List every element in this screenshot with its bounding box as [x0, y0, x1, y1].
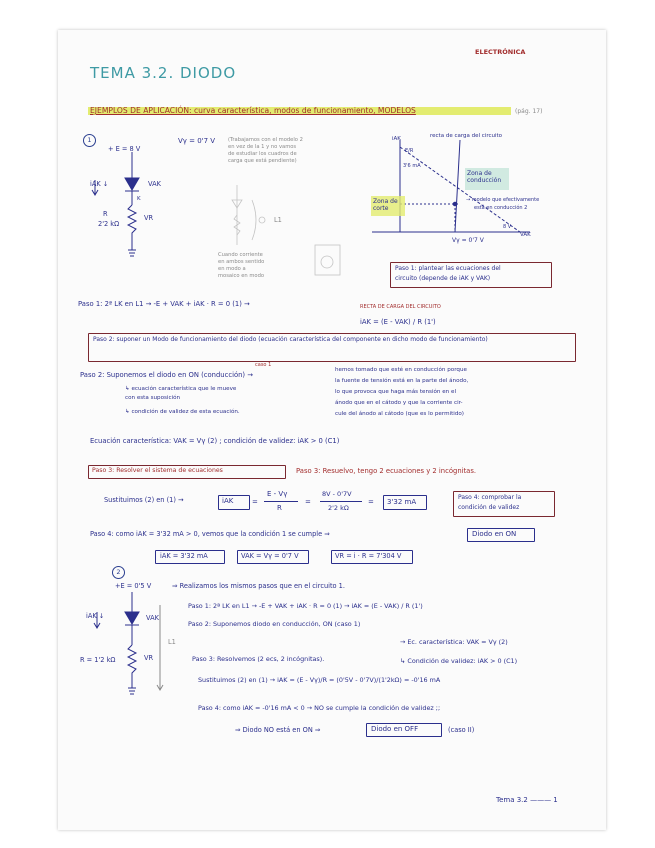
formula-values-den: 2'2 kΩ: [328, 504, 349, 512]
substitution-label: Sustituimos (2) en (1) →: [104, 496, 184, 504]
section-heading: EJEMPLOS DE APLICACIÓN: curva característica, modos de funcionamiento, MODELOS: [90, 106, 416, 115]
current-label-2: iAK ↓: [86, 612, 105, 620]
step4-box-line2: condición de validez: [458, 504, 520, 511]
step1-box-line1: Paso 1: plantear las ecuaciones del: [395, 265, 501, 272]
ex2-validity: ↳ Condición de validez: iAK > 0 (C1): [400, 657, 518, 665]
load-line-label: recta de carga del circuito: [430, 133, 503, 139]
source-voltage-1: + E = 8 V: [108, 145, 141, 153]
formula-eq-1: =: [252, 498, 258, 506]
formula-result: 3'32 mA: [387, 498, 417, 506]
formula-iak: iAK: [222, 497, 234, 505]
step2-line: Paso 2: Suponemos el diodo en ON (conducción) →: [80, 371, 253, 379]
ex2-step2: Paso 2: Suponemos diodo en conducción, ON (caso 1): [188, 620, 361, 628]
ex2-not-on: ⇒ Diodo NO está en ON ⇒: [235, 726, 321, 734]
diode-on-result: Diodo en ON: [472, 530, 517, 538]
example-number-2: 2: [112, 566, 125, 579]
step2-sub-1: ↳ ecuación característica que le mueve: [125, 386, 237, 392]
step2-sub-3: ↳ condición de validez de esta ecuación.: [125, 409, 240, 415]
example2-intro: ⇒ Realizamos los mismos pasos que en el circuito 1.: [172, 582, 345, 590]
loop-label-2: L1: [168, 638, 176, 646]
graph-note-2: está en conducción 2: [474, 205, 528, 211]
step2-reason-4: ánodo que en el cátodo y que la corriente cir-: [335, 400, 463, 406]
page-footer: Tema 3.2 ——— 1: [496, 796, 558, 804]
grey-note-3: de estudiar los cuadros de: [228, 151, 297, 157]
graph-point-voltage: 8 V: [503, 224, 512, 230]
ex2-substitution: Sustituimos (2) en (1) → iAK = (E - Vγ)/R = (0'5V - 0'7V)/(1'2kΩ) = -0'16 mA: [198, 676, 441, 684]
graph-threshold: Vγ = 0'7 V: [452, 237, 484, 244]
formula-eq-3: =: [368, 498, 374, 506]
step3-line: Paso 3: Resuelvo, tengo 2 ecuaciones y 2 incógnitas.: [296, 467, 477, 475]
resistor-value-1: 2'2 kΩ: [98, 220, 120, 228]
grey-caption-2: en ambos sentido: [218, 259, 265, 265]
graph-point-current: 3'6 mA: [403, 163, 421, 169]
diode-off-result: Diodo en OFF: [371, 725, 419, 733]
result-current: iAK = 3'32 mA: [160, 552, 208, 560]
formula-denominator: R: [277, 504, 282, 512]
characteristic-equation: Ecuación característica: VAK = Vγ (2) ; condición de validez: iAK > 0 (C1): [90, 437, 340, 445]
vr-label-1: VR: [144, 214, 154, 222]
formula-eq-2: =: [305, 498, 311, 506]
example-number-1: 1: [83, 134, 96, 147]
grey-caption-1: Cuando corriente: [218, 252, 263, 258]
threshold-voltage: Vγ = 0'7 V: [178, 137, 216, 145]
page-reference: (pág. 17): [515, 108, 543, 115]
result-voltage: VAK = Vγ = 0'7 V: [241, 552, 299, 560]
step4-box-line1: Paso 4: comprobar la: [458, 494, 522, 501]
step2-reason-2: la fuente de tensión está en la parte del ánodo,: [335, 378, 469, 384]
grey-note-4: carga que está pendiente): [228, 158, 297, 164]
step2-reason-3: lo que provoca que haga más tensión en el: [335, 389, 457, 395]
grey-note-1: (Trabajamos con el modelo 2: [228, 137, 303, 143]
graph-x-axis-label: VAK: [520, 232, 531, 238]
step3-box-text: Paso 3: Resolver el sistema de ecuaciones: [92, 467, 223, 474]
step1-equation: Paso 1: 2ª LK en L1 → -E + VAK + iAK · R = 0 (1) →: [78, 300, 250, 308]
vr-label-2: VR: [144, 654, 154, 662]
step2-box-text: Paso 2: suponer un Modo de funcionamiento del diodo (ecuación característica del componente en dicho modo de funcionamiento): [93, 336, 488, 343]
ex2-char-eq: → Ec. característica: VAK = Vγ (2): [400, 638, 508, 646]
resistor-label: R: [103, 210, 108, 218]
step4-line: Paso 4: como iAK = 3'32 mA > 0, vemos que la condición 1 se cumple ⇒: [90, 530, 330, 538]
cathode-label: K: [137, 196, 141, 202]
current-equation-1: iAK = (E - VAK) / R (1'): [360, 318, 436, 326]
subject-label: ELECTRÓNICA: [475, 48, 526, 56]
step2-reason-1: hemos tomado que esté en conducción porque: [335, 367, 467, 373]
load-line-caption: RECTA DE CARGA DEL CIRCUITO: [360, 304, 441, 310]
ex2-step4: Paso 4: como iAK = -0'16 mA < 0 → NO se cumple la condición de validez ;;: [198, 704, 441, 712]
graph-note-1: → modelo que efectivamente: [466, 197, 540, 203]
conduction-zone-label: Zona de conducción: [467, 170, 502, 184]
grey-caption-3: en modo a: [218, 266, 246, 272]
page-title: TEMA 3.2. DIODO: [90, 64, 237, 82]
ex2-step3: Paso 3: Resolvemos (2 ecs, 2 incógnitas).: [192, 655, 325, 663]
source-voltage-2: +E = 0'5 V: [115, 582, 152, 590]
case-2-label: (caso II): [448, 726, 475, 734]
step1-box-line2: circuito (depende de iAK y VAK): [395, 275, 491, 282]
vak-label-2: VAK: [146, 614, 159, 622]
graph-e-over-r: E/R: [405, 148, 414, 154]
resistor-value-2: R = 1'2 kΩ: [80, 656, 116, 664]
grey-caption-4: mosaico en modo: [218, 273, 265, 279]
formula-values-num: 8V - 0'7V: [322, 490, 352, 498]
loop-label-1: L1: [274, 216, 282, 224]
step2-reason-5: cule del ánodo al cátodo (que es lo permitido): [335, 411, 464, 417]
grey-note-2: en vez de la 1 y no vamos: [228, 144, 297, 150]
step2-sub-2: con esta suposición: [125, 395, 181, 401]
vak-label-1: VAK: [148, 180, 161, 188]
case-1-label: caso 1: [255, 362, 272, 368]
cutoff-zone-label: Zona de corte: [373, 198, 398, 212]
result-vr: VR = i · R = 7'304 V: [335, 552, 402, 560]
current-label-1: iAK ↓: [90, 180, 109, 188]
formula-numerator: E - Vγ: [267, 490, 288, 498]
ex2-step1: Paso 1: 2ª LK en L1 → -E + VAK + iAK · R = 0 (1) → iAK = (E - VAK) / R (1'): [188, 602, 423, 610]
graph-y-axis-label: iAK: [392, 136, 401, 142]
